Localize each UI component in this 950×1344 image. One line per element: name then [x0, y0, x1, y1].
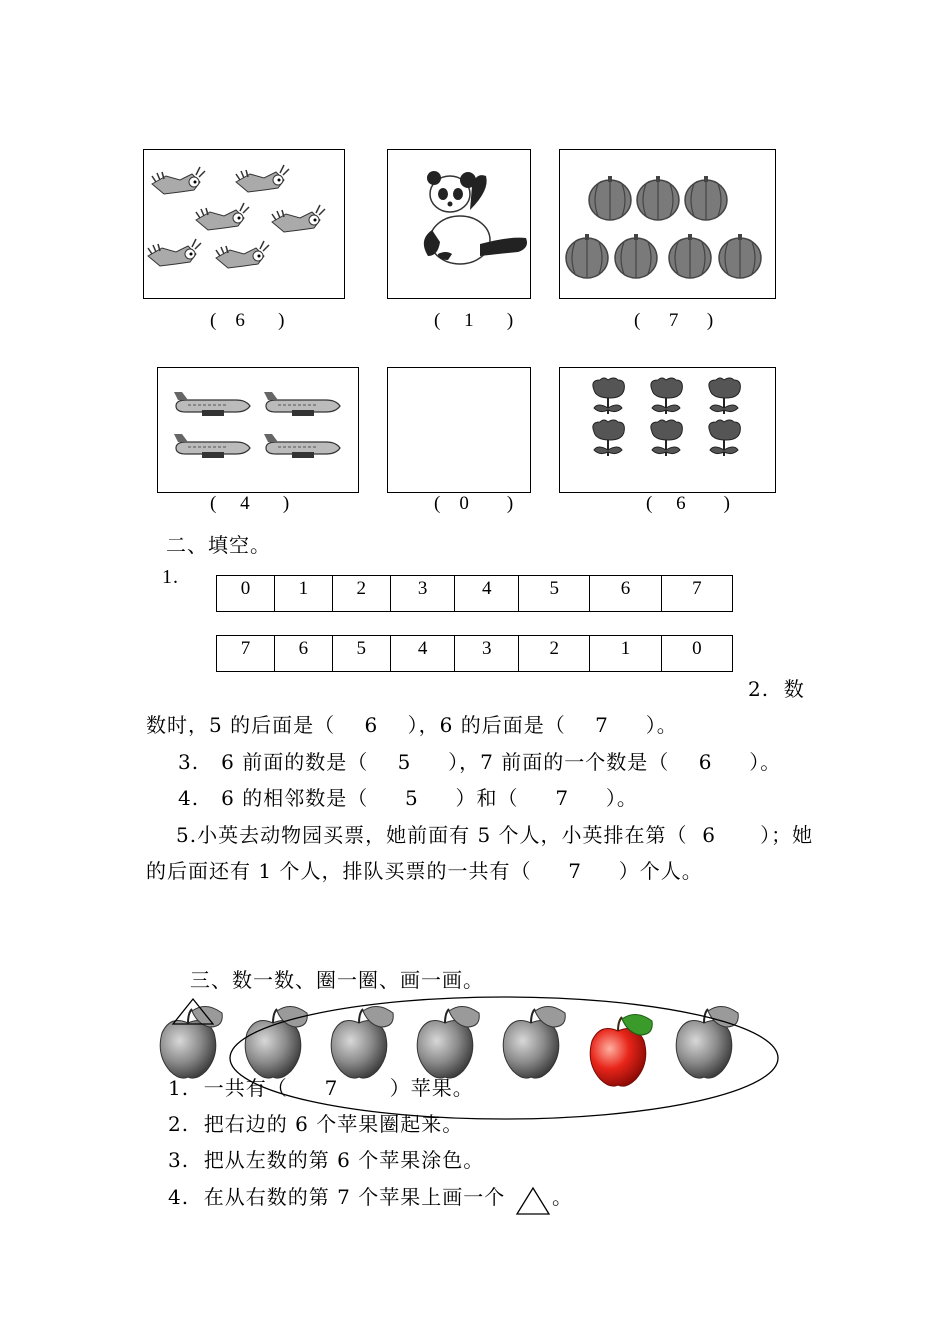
number-cell: 7 [661, 576, 732, 612]
s3-q4: 4. 在从右数的第 7 个苹果上画一个 [168, 1185, 506, 1209]
section3-heading: 三、数一数、圈一圈、画一画。 [190, 968, 484, 992]
number-cell: 1 [590, 636, 661, 672]
s3-q3: 3. 把从左数的第 6 个苹果涂色。 [168, 1148, 485, 1172]
number-cell: 3 [390, 576, 455, 612]
apple-6-red [590, 1014, 652, 1086]
q1-label: 1. [162, 566, 179, 588]
s3-q1: 1. 一共有（ 7 ）苹果。 [168, 1076, 474, 1100]
airplane-icon [158, 368, 360, 494]
apple-3 [331, 1006, 393, 1078]
caption-panda: ( 1 ) [434, 310, 514, 331]
empty-box [387, 367, 531, 493]
birds-box [143, 149, 345, 299]
panda-box [387, 149, 531, 299]
caption-pumpkins: ( 7 ) [634, 310, 714, 331]
caption-airplanes: ( 4 ) [210, 493, 290, 514]
number-cell: 5 [332, 636, 390, 672]
number-cell: 3 [455, 636, 519, 672]
q5-line2: 的后面还有 1 个人，排队买票的一共有（ 7 ）个人。 [146, 859, 703, 883]
caption-flowers: ( 6 ) [646, 493, 730, 514]
airplanes-box [157, 367, 359, 493]
number-cell: 5 [519, 576, 590, 612]
apple-4 [417, 1006, 479, 1078]
section2-heading: 二、填空。 [166, 533, 271, 557]
number-cell: 2 [519, 636, 590, 672]
bird-icon [144, 150, 346, 300]
q4-line: 4. 6 的相邻数是（ 5 ）和（ 7 ）。 [178, 786, 638, 810]
s3-q2: 2. 把右边的 6 个苹果圈起来。 [168, 1112, 464, 1136]
number-cell: 2 [332, 576, 390, 612]
q2-start: 2. 数 [748, 677, 805, 701]
triangle-icon [515, 1186, 551, 1216]
number-cell: 4 [455, 576, 519, 612]
q3-line: 3. 6 前面的数是（ 5 ），7 前面的一个数是（ 6 ）。 [178, 750, 782, 774]
q5-line1: 5.小英去动物园买票，她前面有 5 个人，小英排在第（ 6 ）；她 [176, 823, 814, 847]
pumpkins-box [559, 149, 776, 299]
descending-number-row [216, 635, 733, 672]
number-cell: 0 [217, 576, 275, 612]
q2-line: 数时，5 的后面是（ 6 ），6 的后面是（ 7 ）。 [146, 713, 678, 737]
pumpkin-icon [560, 150, 777, 300]
caption-empty: ( 0 ) [434, 493, 514, 514]
flowers-box [559, 367, 776, 493]
caption-birds: ( 6 ) [210, 310, 285, 331]
flower-icon [560, 368, 777, 494]
ascending-number-row [216, 575, 733, 612]
number-cell: 0 [661, 636, 732, 672]
apple-5 [503, 1006, 565, 1078]
s3-q4-end: 。 [552, 1185, 573, 1209]
apple-1 [160, 1006, 222, 1078]
panda-icon [388, 150, 532, 300]
number-cell: 6 [590, 576, 661, 612]
number-cell: 6 [274, 636, 332, 672]
number-cell: 7 [217, 636, 275, 672]
apples-row [0, 995, 950, 1135]
number-cell: 1 [274, 576, 332, 612]
number-cell: 4 [390, 636, 455, 672]
